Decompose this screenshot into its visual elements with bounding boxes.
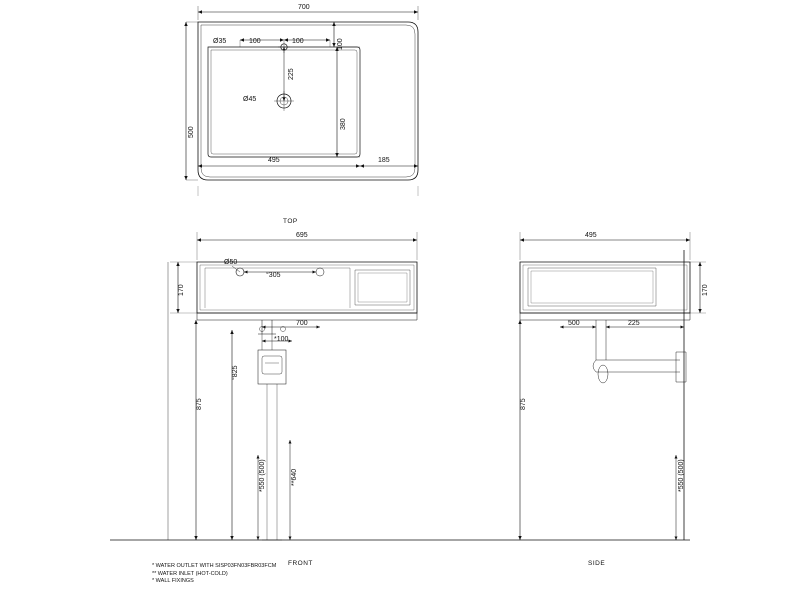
top-dim-bowl-depth-label: 380	[340, 118, 347, 130]
top-dim-shelf-width-label: 185	[378, 157, 390, 164]
top-dim-tap-right-label: 100	[292, 38, 304, 45]
top-dim-tap-left-label: 100	[249, 38, 261, 45]
side-floor-height-label: 875	[520, 398, 527, 410]
front-outlet-low-label: *550 (500)	[259, 459, 266, 492]
front-overall-width-label: 695	[296, 232, 308, 239]
front-outlet-high-label: **640	[291, 468, 298, 486]
top-dim-back-edge-label: 100	[337, 38, 344, 50]
view-title-front: FRONT	[288, 560, 313, 567]
top-overall-width-label: 700	[298, 4, 310, 11]
top-dim-bowl-width-label: 495	[268, 157, 280, 164]
view-title-side: SIDE	[588, 560, 606, 567]
drawing-notes	[152, 563, 276, 586]
note-water-inlet: ** WATER INLET (HOT-COLD)	[152, 570, 228, 577]
side-trap-depth-label: 500	[568, 320, 580, 327]
view-title-top: TOP	[283, 218, 298, 225]
note-wall-fixings: * WALL FIXINGS	[152, 578, 194, 584]
front-basin-height-label: 170	[178, 284, 185, 296]
side-overall-depth-label: 495	[585, 232, 597, 239]
side-outlet-low-label: *550 (500)	[678, 459, 685, 492]
front-waste-offset-label: °305	[266, 272, 281, 279]
side-trap-back-label: 225	[628, 320, 640, 327]
front-inlet-height-label: °825	[232, 365, 239, 380]
top-overall-depth-label: 500	[188, 126, 195, 138]
front-floor-height-label: 875	[196, 398, 203, 410]
top-waste-hole-dia-label: Ø45	[243, 96, 257, 103]
top-dim-tap-from-back-label: 225	[288, 68, 295, 80]
front-waste-dia-label: Ø50	[224, 259, 238, 266]
note-water-outlet: * WATER OUTLET WITH SISP03FN03FBR03FCM	[152, 563, 277, 569]
top-tap-hole-dia-label: Ø35	[213, 38, 227, 45]
front-trap-offset-label: *100	[274, 336, 289, 343]
front-trap-width-label: 700	[296, 320, 308, 327]
side-basin-height-label: 170	[702, 284, 709, 296]
